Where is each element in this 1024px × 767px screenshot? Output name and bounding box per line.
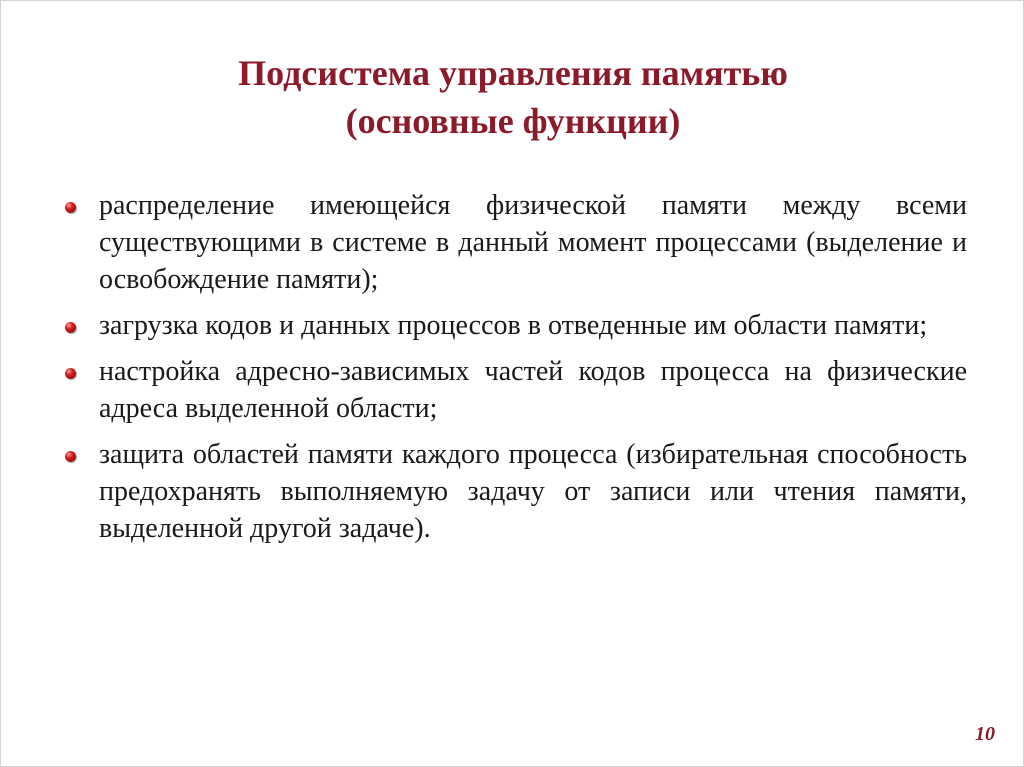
bullet-text: загрузка кодов и данных процессов в отведенные им области памяти; (99, 310, 928, 341)
red-sphere-bullet-icon (65, 451, 76, 462)
bullet-item (63, 353, 967, 427)
red-sphere-bullet-icon (65, 368, 76, 379)
bullet-text: настройка адресно-зависимых частей кодов процесса на физические адреса выделенной области; (99, 356, 967, 424)
slide-title (101, 49, 925, 145)
bullet-text: распределение имеющейся физической памяти между всеми существующими в системе в данный момент процессами (выделение и освобождение памяти); (99, 190, 967, 295)
bullet-text: защита областей памяти каждого процесса (избирательная способность предохранять выполняемую задачу от записи или чтения памяти, выделенной другой задаче). (99, 439, 967, 544)
red-sphere-bullet-icon (65, 322, 76, 333)
bullet-item (63, 307, 967, 344)
bullet-list (63, 187, 967, 556)
bullet-item (63, 187, 967, 298)
page-number: 10 (975, 723, 995, 745)
title-line-1: Подсистема управления памятью (238, 53, 788, 93)
red-sphere-bullet-icon (65, 202, 76, 213)
bullet-item (63, 436, 967, 547)
title-line-2: (основные функции) (345, 101, 681, 141)
